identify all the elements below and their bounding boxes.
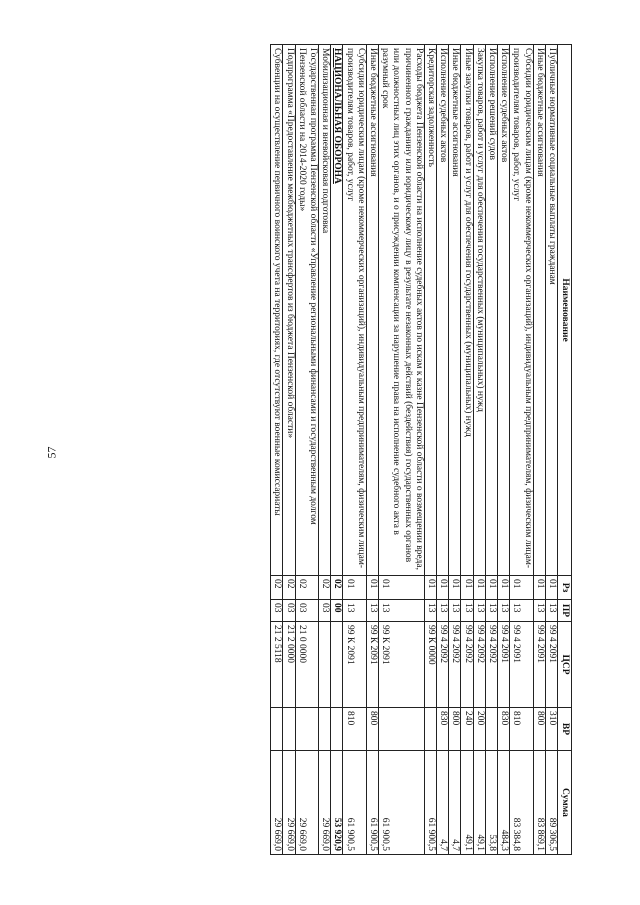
cell-name: Мобилизационная и вневойсковая подготовка [318, 45, 330, 576]
table-row [436, 45, 448, 855]
cell-csr: 99 4 2092 [461, 622, 473, 708]
cell-rz: 01 [436, 576, 448, 600]
cell-name: Субсидии юридическим лицам (кроме некоммерческих организаций), индивидуальным предпринимателям, физическим лицам-производителям товаров, работ, услуг [510, 45, 533, 576]
cell-csr: 99 4 2091 [497, 622, 509, 708]
cell-name: Подпрограмма «Предоставление межбюджетных трансфертов из бюджета Пензенской области» [283, 45, 295, 576]
cell-rz: 01 [545, 576, 557, 600]
cell-vr: 830 [436, 708, 448, 751]
cell-vr: 830 [497, 708, 509, 751]
cell-name: Исполнение судебных актов [497, 45, 509, 576]
cell-rz: 02 [271, 576, 283, 600]
cell-sum: 49,1 [461, 751, 473, 855]
cell-sum: 61 900,5 [343, 751, 366, 855]
cell-vr: 240 [461, 708, 473, 751]
cell-vr [485, 708, 497, 751]
table-row [331, 45, 343, 855]
header-name: Наименование [558, 45, 572, 576]
table-row [473, 45, 485, 855]
header-csr: ЦСР [558, 622, 572, 708]
table-row [343, 45, 366, 855]
cell-csr [318, 622, 330, 708]
cell-name: Иные бюджетные ассигнования [366, 45, 378, 576]
cell-pr: 13 [497, 600, 509, 622]
cell-name: Закупка товаров, работ и услуг для обеспечения государственных (муниципальных) нужд [473, 45, 485, 576]
cell-sum: 4,7 [449, 751, 461, 855]
cell-sum: 83 869,1 [533, 751, 545, 855]
table-row [533, 45, 545, 855]
cell-csr [331, 622, 343, 708]
table-row [545, 45, 557, 855]
cell-pr: 13 [378, 600, 424, 622]
cell-sum: 484,3 [497, 751, 509, 855]
cell-rz: 01 [485, 576, 497, 600]
table-row [461, 45, 473, 855]
cell-sum: 89 306,5 [545, 751, 557, 855]
cell-name: Иные бюджетные ассигнования [533, 45, 545, 576]
cell-csr: 99 4 2092 [473, 622, 485, 708]
cell-rz: 02 [318, 576, 330, 600]
cell-sum: 61 900,5 [424, 751, 436, 855]
cell-vr [424, 708, 436, 751]
cell-rz: 02 [295, 576, 318, 600]
cell-rz: 01 [461, 576, 473, 600]
cell-name: Исполнение судебных актов [436, 45, 448, 576]
cell-vr: 810 [343, 708, 366, 751]
cell-rz: 01 [424, 576, 436, 600]
cell-name: Субвенции на осуществление первичного воинского учета на территориях, где отсутствуют военные комиссариаты [271, 45, 283, 576]
cell-csr: 99 К 2091 [378, 622, 424, 708]
table-row [378, 45, 424, 855]
cell-csr: 21 0 0000 [295, 622, 318, 708]
cell-csr: 99 4 2092 [449, 622, 461, 708]
cell-vr: 800 [533, 708, 545, 751]
cell-csr: 99 К 2091 [343, 622, 366, 708]
cell-vr: 200 [473, 708, 485, 751]
header-vr: ВР [558, 708, 572, 751]
cell-csr: 99 4 2092 [485, 622, 497, 708]
cell-name: Расходы бюджета Пензенской области на исполнение судебных актов по искам к казне Пензенской области о возмещении вреда, причиненного гражданину или юридическому лицу в результате незаконных действий (бездействия) государственных органов или должностных лиц этих органов, и о присуждении компенсации за нарушение права на исполнение судебного акта в разумный срок [378, 45, 424, 576]
cell-name: НАЦИОНАЛЬНАЯ ОБОРОНА [331, 45, 343, 576]
cell-rz: 01 [378, 576, 424, 600]
table-row [318, 45, 330, 855]
cell-vr: 810 [510, 708, 533, 751]
header-rz: Рз [558, 576, 572, 600]
cell-csr: 99 4 2091 [510, 622, 533, 708]
table-row [366, 45, 378, 855]
cell-pr: 03 [271, 600, 283, 622]
cell-name: Государственная программа Пензенской области «Управление региональными финансами и государственным долгом Пензенской области на 2014-2020 годы» [295, 45, 318, 576]
cell-rz: 02 [331, 576, 343, 600]
budget-table-rotated [82, 44, 572, 854]
cell-sum: 29 669,0 [318, 751, 330, 855]
cell-vr: 800 [449, 708, 461, 751]
cell-csr: 21 2 5118 [271, 622, 283, 708]
table-row [283, 45, 295, 855]
cell-pr: 13 [366, 600, 378, 622]
table-row [485, 45, 497, 855]
cell-sum: 61 900,5 [366, 751, 378, 855]
cell-rz: 01 [497, 576, 509, 600]
cell-pr: 13 [449, 600, 461, 622]
cell-vr [283, 708, 295, 751]
cell-sum: 29 669,0 [283, 751, 295, 855]
table-header-row [558, 45, 572, 855]
table-row [295, 45, 318, 855]
cell-pr: 13 [473, 600, 485, 622]
cell-name: Кредиторская задолженность [424, 45, 436, 576]
cell-rz: 01 [449, 576, 461, 600]
cell-sum: 49,1 [473, 751, 485, 855]
cell-csr: 99 4 2091 [545, 622, 557, 708]
cell-sum: 4,7 [436, 751, 448, 855]
cell-rz: 01 [533, 576, 545, 600]
cell-sum: 53,8 [485, 751, 497, 855]
cell-csr: 21 2 0000 [283, 622, 295, 708]
cell-pr: 13 [461, 600, 473, 622]
cell-vr: 310 [545, 708, 557, 751]
table-row [510, 45, 533, 855]
cell-sum: 83 384,8 [510, 751, 533, 855]
table-row [271, 45, 283, 855]
cell-vr: 800 [366, 708, 378, 751]
cell-csr: 99 4 2091 [533, 622, 545, 708]
cell-sum: 29 669,0 [271, 751, 283, 855]
cell-pr: 00 [331, 600, 343, 622]
cell-vr [295, 708, 318, 751]
header-pr: ПР [558, 600, 572, 622]
cell-pr: 03 [318, 600, 330, 622]
cell-csr: 99 4 2092 [436, 622, 448, 708]
table-row [424, 45, 436, 855]
cell-rz: 02 [283, 576, 295, 600]
cell-csr: 99 К 2091 [366, 622, 378, 708]
cell-csr: 99 К 0000 [424, 622, 436, 708]
cell-sum: 29 669,0 [295, 751, 318, 855]
cell-name: Субсидии юридическим лицам (кроме некоммерческих организаций), индивидуальным предпринимателям, физическим лицам-производителям товаров, работ, услуг [343, 45, 366, 576]
cell-sum: 61 900,5 [378, 751, 424, 855]
cell-name: Публичные нормативные социальные выплаты гражданам [545, 45, 557, 576]
table-row [449, 45, 461, 855]
cell-pr: 13 [510, 600, 533, 622]
cell-pr: 13 [533, 600, 545, 622]
cell-pr: 13 [424, 600, 436, 622]
cell-vr [331, 708, 343, 751]
cell-pr: 13 [485, 600, 497, 622]
table-row [497, 45, 509, 855]
cell-vr [271, 708, 283, 751]
cell-pr: 13 [545, 600, 557, 622]
cell-pr: 13 [436, 600, 448, 622]
cell-rz: 01 [366, 576, 378, 600]
cell-pr: 03 [295, 600, 318, 622]
page-number: 57 [44, 446, 59, 459]
cell-pr: 03 [283, 600, 295, 622]
cell-vr [378, 708, 424, 751]
cell-pr: 13 [343, 600, 366, 622]
budget-table [270, 44, 572, 855]
cell-name: Исполнение решений судов [485, 45, 497, 576]
cell-sum: 53 920,9 [331, 751, 343, 855]
header-sum: Сумма [558, 751, 572, 855]
cell-rz: 01 [473, 576, 485, 600]
cell-name: Иные закупки товаров, работ и услуг для обеспечения государственных (муниципальных) нужд [461, 45, 473, 576]
cell-vr [318, 708, 330, 751]
cell-rz: 01 [510, 576, 533, 600]
cell-name: Иные бюджетные ассигнования [449, 45, 461, 576]
cell-rz: 01 [343, 576, 366, 600]
